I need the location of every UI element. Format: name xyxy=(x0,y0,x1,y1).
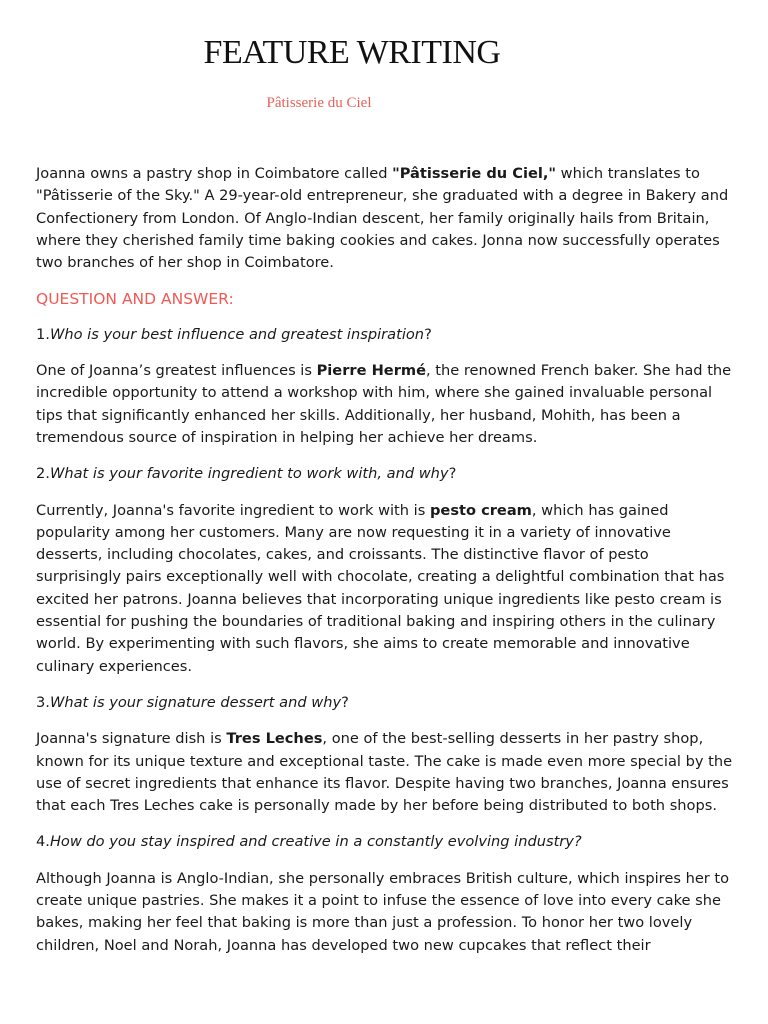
question-text: What is your favorite ingredient to work with, and why xyxy=(49,465,449,483)
question-2 xyxy=(36,463,736,485)
answer-highlight: pesto cream xyxy=(429,501,532,519)
answer-2 xyxy=(36,500,736,678)
shop-name: "Pâtisserie du Ciel," xyxy=(392,165,556,182)
answer-text: Although Joanna is Anglo-Indian, she personally embraces British culture, which inspires her to create unique pastries. She makes it a point to infuse the essence of love into every cake she bakes, making her feel that baking is more than just a profession. To honor her two lovely children, Noel and Norah, Joanna has developed two new cupcakes that reflect their xyxy=(36,869,730,954)
answer-highlight: Pierre Hermé xyxy=(316,362,426,380)
article-body xyxy=(36,163,736,971)
qa-heading: QUESTION AND ANSWER: xyxy=(36,290,234,309)
question-text: How do you stay inspired and creative in a constantly evolving industry? xyxy=(49,833,582,851)
answer-text: One of Joanna’s greatest influences is xyxy=(36,362,317,380)
answer-4 xyxy=(36,868,736,957)
answer-1 xyxy=(36,360,736,449)
question-text: What is your signature dessert and why xyxy=(49,693,342,711)
question-number: 4. xyxy=(36,833,50,851)
answer-text: Currently, Joanna's favorite ingredient to work with is xyxy=(36,501,430,519)
intro-text: which translates to "Pâtisserie of the Sky." A 29-year-old entrepreneur, she graduated with a degree in Bakery and Confectionery from London. Of Anglo-Indian descent, her family originally hails from Britain, where they cherished family time baking cookies and cakes. Jonna now successfully operates two branches of her shop in Coimbatore. xyxy=(36,165,729,272)
answer-3 xyxy=(36,728,736,817)
question-mark: ? xyxy=(424,325,432,343)
question-4 xyxy=(36,831,736,853)
page-title: FEATURE WRITING xyxy=(203,34,501,71)
intro-paragraph xyxy=(36,163,736,274)
answer-text: , which has gained popularity among her customers. Many are now requesting it in a variety of innovative desserts, including chocolates, cakes, and croissants. The distinctive flavor of pesto surprisingly pairs exceptionally well with chocolate, creating a delightful combination that has excited her patrons. Joanna believes that incorporating unique ingredients like pesto cream is essential for pushing the boundaries of traditional baking and inspiring others in the culinary world. By experimenting with such flavors, she aims to create memorable and innovative culinary experiences. xyxy=(36,501,725,675)
question-1 xyxy=(36,324,736,346)
question-text: Who is your best influence and greatest inspiration xyxy=(49,325,425,343)
answer-text: Joanna's signature dish is xyxy=(36,730,227,748)
page-subtitle: Pâtisserie du Ciel xyxy=(266,95,372,111)
answer-text: , the renowned French baker. She had the incredible opportunity to attend a workshop with him, where she gained invaluable personal tips that significantly enhanced her skills. Additionally, her husband, Mohith, has been a tremendous source of inspiration in helping her achieve her dreams. xyxy=(36,362,732,446)
question-number: 1. xyxy=(36,325,50,343)
question-mark: ? xyxy=(341,693,349,711)
question-number: 2. xyxy=(36,465,50,483)
question-3 xyxy=(36,692,736,714)
answer-text: , one of the best-selling desserts in her pastry shop, known for its unique texture and exceptional taste. The cake is made even more special by the use of secret ingredients that enhance its flavor. Despite having two branches, Joanna ensures that each Tres Leches cake is personally made by her before being distributed to both shops. xyxy=(36,730,733,815)
intro-text: Joanna owns a pastry shop in Coimbatore called xyxy=(36,165,393,182)
question-mark: ? xyxy=(448,465,457,483)
question-number: 3. xyxy=(36,693,50,711)
answer-highlight: Tres Leches xyxy=(226,730,323,748)
